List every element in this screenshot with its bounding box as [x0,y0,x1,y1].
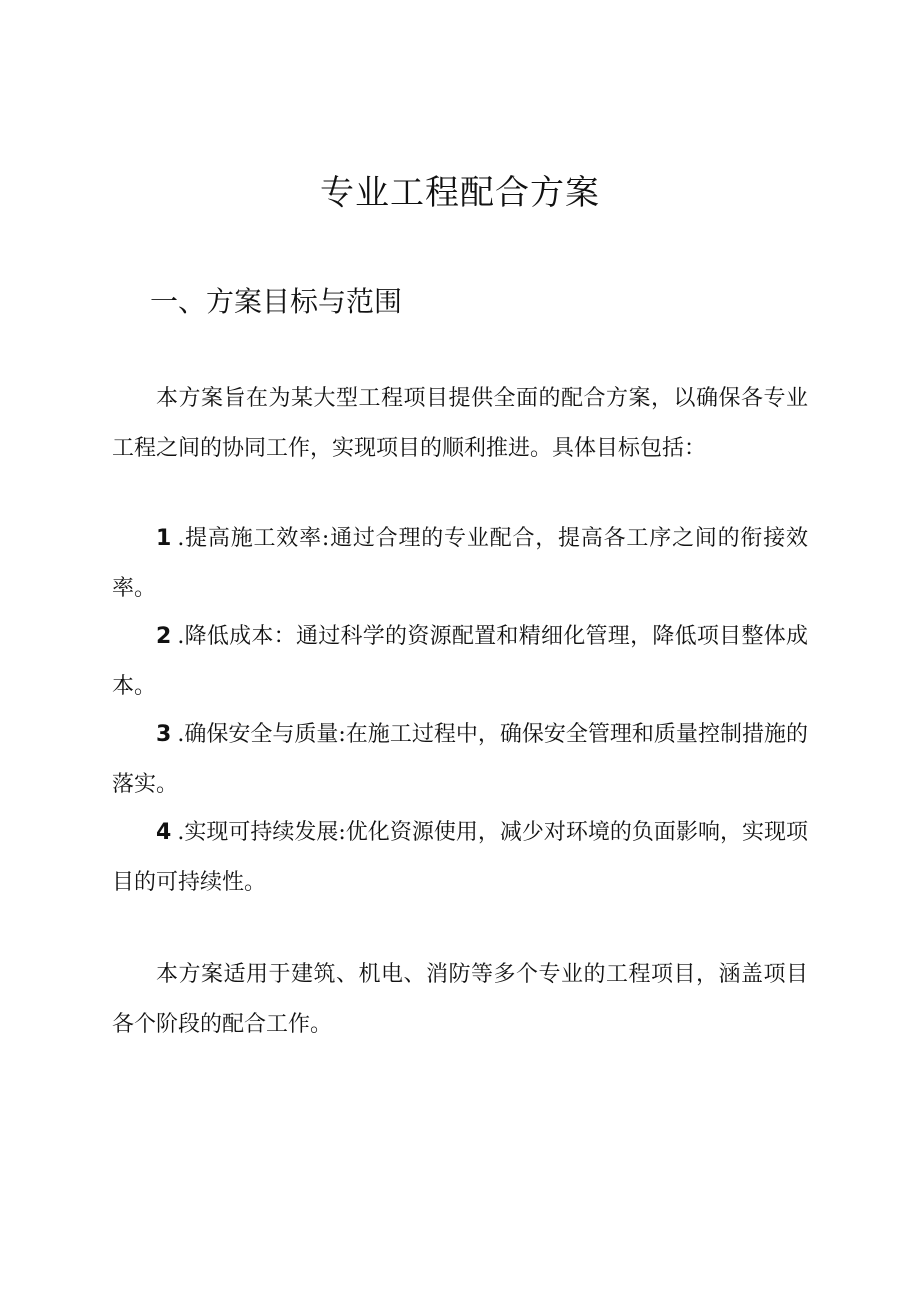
goal-item-1 [112,514,808,614]
goal-text: .实现可持续发展:优化资源使用，减少对环境的负面影响，实现项目的可持续性。 [112,820,808,895]
goal-text: .提高施工效率:通过合理的专业配合，提高各工序之间的衔接效率。 [112,526,808,601]
goal-number: 3 [156,722,172,747]
page-title: 专业工程配合方案 [320,173,600,213]
scope-paragraph: 本方案适用于建筑、机电、消防等多个专业的工程项目，涵盖项目各个阶段的配合工作。 [112,962,808,1037]
intro-paragraph: 本方案旨在为某大型工程项目提供全面的配合方案，以确保各专业工程之间的协同工作，实现项目的顺利推进。具体目标包括： [112,386,808,461]
goal-item-3 [112,710,808,810]
goal-number: 1 [156,526,172,551]
goal-number: 4 [156,820,172,845]
goal-text: .降低成本：通过科学的资源配置和精细化管理，降低项目整体成本。 [112,624,808,699]
goal-item-2 [112,612,808,712]
section-heading: 一、方案目标与范围 [150,285,403,318]
goal-number: 2 [156,624,172,649]
goal-item-4 [112,808,808,908]
goal-text: .确保安全与质量:在施工过程中，确保安全管理和质量控制措施的落实。 [112,722,808,797]
